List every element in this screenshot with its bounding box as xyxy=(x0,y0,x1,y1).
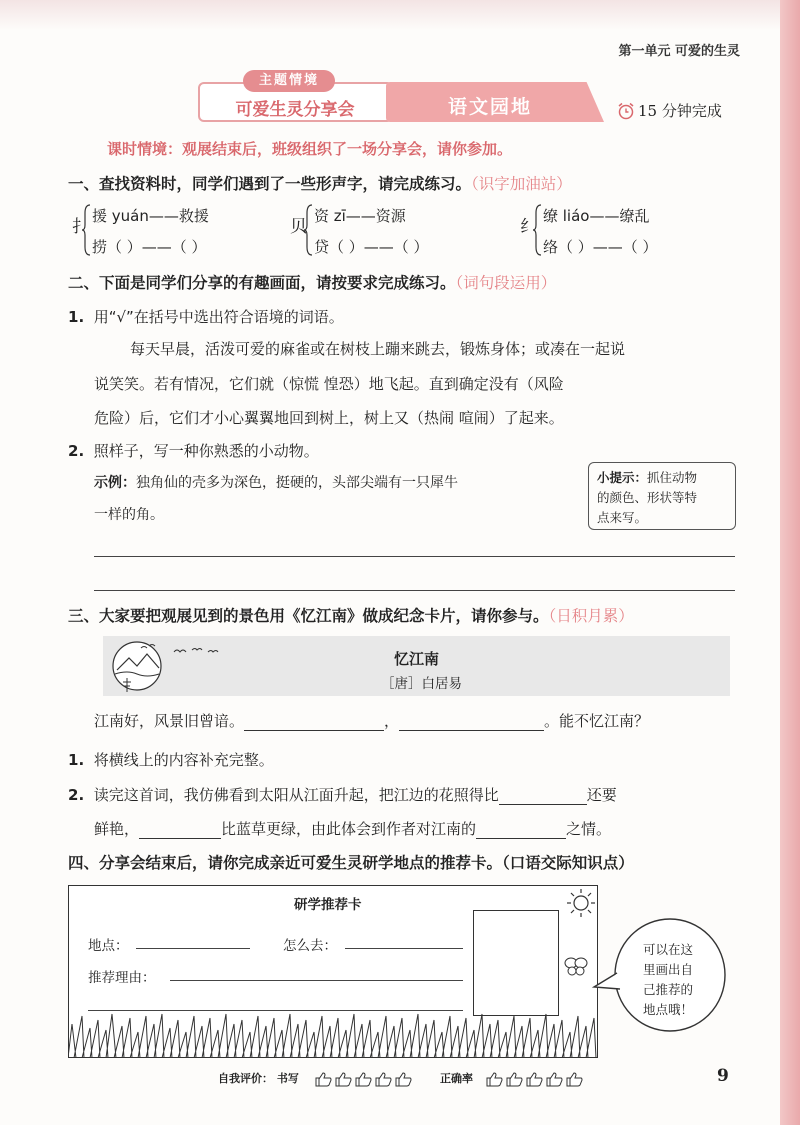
q1-brace-3 xyxy=(533,203,543,257)
route-label: 怎么去： xyxy=(283,938,337,954)
q2-sub1: 1. 用“√”在括号中选出符合语境的词语。 xyxy=(68,308,344,326)
q1-example-3: 缭 liáo——缭乱 xyxy=(543,207,650,225)
q2-sub1-number: 1 xyxy=(68,308,79,326)
lesson-context: 课时情境：观展结束后，班级组织了一场分享会，请你参加。 xyxy=(107,140,513,158)
q1-brace-1 xyxy=(82,203,92,257)
self-eval xyxy=(218,1070,299,1086)
q3-blank-1[interactable] xyxy=(499,789,587,805)
thumb-up-icon[interactable] xyxy=(506,1072,523,1087)
answer-line-1[interactable] xyxy=(94,556,735,557)
q2-title xyxy=(68,271,556,293)
hint-line-2: 的颜色、形状等特 xyxy=(597,490,698,505)
unit-label: 第一单元 可爱的生灵 xyxy=(618,44,740,59)
bubble-line-3: 己推荐的 xyxy=(642,982,693,997)
poem-comma: ， xyxy=(384,712,400,730)
q1-blank-2[interactable]: 贷（ ）——（ ） xyxy=(314,238,429,256)
q3-sub2-line1: 2. 读完这首词，我仿佛看到太阳从江面升起，把江边的花照得比 还要 xyxy=(68,786,617,804)
route-input[interactable] xyxy=(345,948,463,949)
hint-line-3: 点来写。 xyxy=(597,510,648,525)
q1-example-1: 援 yuán——救援 xyxy=(92,207,209,225)
thumb-up-icon[interactable] xyxy=(375,1072,392,1087)
q3-title xyxy=(68,604,634,626)
q3-blank-2[interactable] xyxy=(139,823,221,839)
q3-tag: （日积月累） xyxy=(548,607,634,625)
q3-sub2-line2 xyxy=(94,818,611,839)
passage-line-1: 每天早晨，活泼可爱的麻雀或在树枝上蹦来跳去，锻炼身体；或凑在一起说 xyxy=(130,340,626,358)
q2-sub1-text: 用“√”在括号中选出符合语境的词语。 xyxy=(93,308,344,326)
hint-box xyxy=(588,462,736,530)
passage-line-2[interactable]: 说笑笑。若有情况，它们就（惊慌 惶恐）地飞起。直到确定没有（风险 xyxy=(94,375,564,393)
poem-start: 江南好，风景旧曾谙。 xyxy=(94,712,245,730)
thumb-up-icon[interactable] xyxy=(566,1072,583,1087)
card-title: 研学推荐卡 xyxy=(294,897,362,913)
thumb-up-icon[interactable] xyxy=(335,1072,352,1087)
bubble-line-2: 里画出自 xyxy=(642,962,693,977)
q1-blank-1[interactable]: 捞（ ）——（ ） xyxy=(92,238,207,256)
bubble-text xyxy=(633,940,703,1020)
q3-sub2-text-d: 比蓝草更绿，由此体会到作者对江南的 xyxy=(221,820,477,838)
q1-tag: （识字加油站） xyxy=(471,175,572,193)
q2-tag: （词句段运用） xyxy=(455,274,557,292)
q3-title-text: 三、大家要把观展见到的景色用《忆江南》做成纪念卡片，请你参与。 xyxy=(68,607,549,625)
writing-rating[interactable] xyxy=(315,1069,415,1088)
q1-radical-1: 扌 xyxy=(72,217,89,237)
alarm-clock-icon xyxy=(617,102,635,120)
accuracy-rating[interactable] xyxy=(486,1069,586,1088)
q2-sub2-text: 照样子，写一种你熟悉的小动物。 xyxy=(93,442,319,460)
example-line-1 xyxy=(94,472,458,492)
q1-radical-3: 纟 xyxy=(520,217,537,237)
grass-illustration xyxy=(68,1010,598,1058)
poem-line xyxy=(94,710,649,731)
q1-radical-2: 贝 xyxy=(290,217,307,237)
section-title: 语文园地 xyxy=(447,96,532,118)
theme-title: 可爱生灵分享会 xyxy=(235,100,355,120)
poem-blank-2[interactable] xyxy=(399,715,544,731)
time-note: 15 分钟完成 xyxy=(638,102,722,120)
poem-author: ［唐］白居易 xyxy=(381,676,462,692)
thumb-up-icon[interactable] xyxy=(486,1072,503,1087)
page-top-shade xyxy=(0,0,800,30)
q3-sub2-text-c: 鲜艳， xyxy=(94,820,140,838)
q3-sub1-number: 1 xyxy=(68,751,79,769)
q2-sub2: 2. 照样子，写一种你熟悉的小动物。 xyxy=(68,442,319,460)
q3-sub2-number: 2 xyxy=(68,786,79,804)
drawing-box[interactable] xyxy=(473,910,559,1016)
hint-label: 小提示： xyxy=(597,470,648,485)
birds-icon xyxy=(172,646,222,656)
reason-label: 推荐理由： xyxy=(88,970,156,986)
q1-blank-3[interactable]: 络（ ）——（ ） xyxy=(543,238,658,256)
poem-blank-1[interactable] xyxy=(244,715,384,731)
hint-line-1: 抓住动物 xyxy=(647,470,698,485)
q3-blank-3[interactable] xyxy=(476,823,566,839)
bubble-line-4: 地点哦！ xyxy=(642,1002,693,1017)
example-line-2: 一样的角。 xyxy=(94,507,164,523)
writing-label: 书写 xyxy=(276,1072,299,1085)
reason-input-1[interactable] xyxy=(170,980,463,981)
place-input[interactable] xyxy=(136,948,250,949)
page-edge xyxy=(780,0,800,1125)
q1-example-2: 资 zī——资源 xyxy=(314,207,406,225)
q4-title: 四、分享会结束后，请你完成亲近可爱生灵研学地点的推荐卡。（口语交际知识点） xyxy=(68,854,634,872)
q2-title-text: 二、下面是同学们分享的有趣画面，请按要求完成练习。 xyxy=(68,274,456,292)
place-label: 地点： xyxy=(88,938,129,954)
thumb-up-icon[interactable] xyxy=(355,1072,372,1087)
butterfly-icon xyxy=(563,956,589,978)
theme-tag: 主题情境 xyxy=(243,70,335,92)
q3-sub2-text-a: 读完这首词，我仿佛看到太阳从江面升起，把江边的花照得比 xyxy=(93,786,499,804)
poem-end: 。能不忆江南？ xyxy=(544,712,650,730)
q2-sub2-number: 2 xyxy=(68,442,79,460)
q3-sub2-text-b: 还要 xyxy=(586,786,617,804)
example-label: 示例： xyxy=(94,475,136,491)
self-eval-label: 自我评价： xyxy=(218,1072,273,1085)
q3-sub1: 1. 将横线上的内容补充完整。 xyxy=(68,751,274,769)
q1-title-text: 一、查找资料时，同学们遇到了一些形声字，请完成练习。 xyxy=(68,175,472,193)
thumb-up-icon[interactable] xyxy=(546,1072,563,1087)
example-text-1: 独角仙的壳多为深色，挺硬的，头部尖端有一只犀牛 xyxy=(136,475,458,491)
q3-sub1-text: 将横线上的内容补充完整。 xyxy=(93,751,274,769)
thumb-up-icon[interactable] xyxy=(395,1072,412,1087)
sun-icon xyxy=(566,888,596,918)
answer-line-2[interactable] xyxy=(94,590,735,591)
thumb-up-icon[interactable] xyxy=(315,1072,332,1087)
q1-brace-2 xyxy=(304,203,314,257)
bubble-line-1: 可以在这 xyxy=(642,942,693,957)
poem-title: 忆江南 xyxy=(394,650,440,668)
river-scene-icon xyxy=(107,638,167,694)
passage-line-3[interactable]: 危险）后，它们才小心翼翼地回到树上，树上又（热闹 喧闹）了起来。 xyxy=(94,409,564,427)
page-number: 9 xyxy=(717,1066,729,1086)
thumb-up-icon[interactable] xyxy=(526,1072,543,1087)
q1-title xyxy=(68,172,572,194)
q3-sub2-text-e: 之情。 xyxy=(566,820,612,838)
accuracy-label: 正确率 xyxy=(440,1072,473,1085)
